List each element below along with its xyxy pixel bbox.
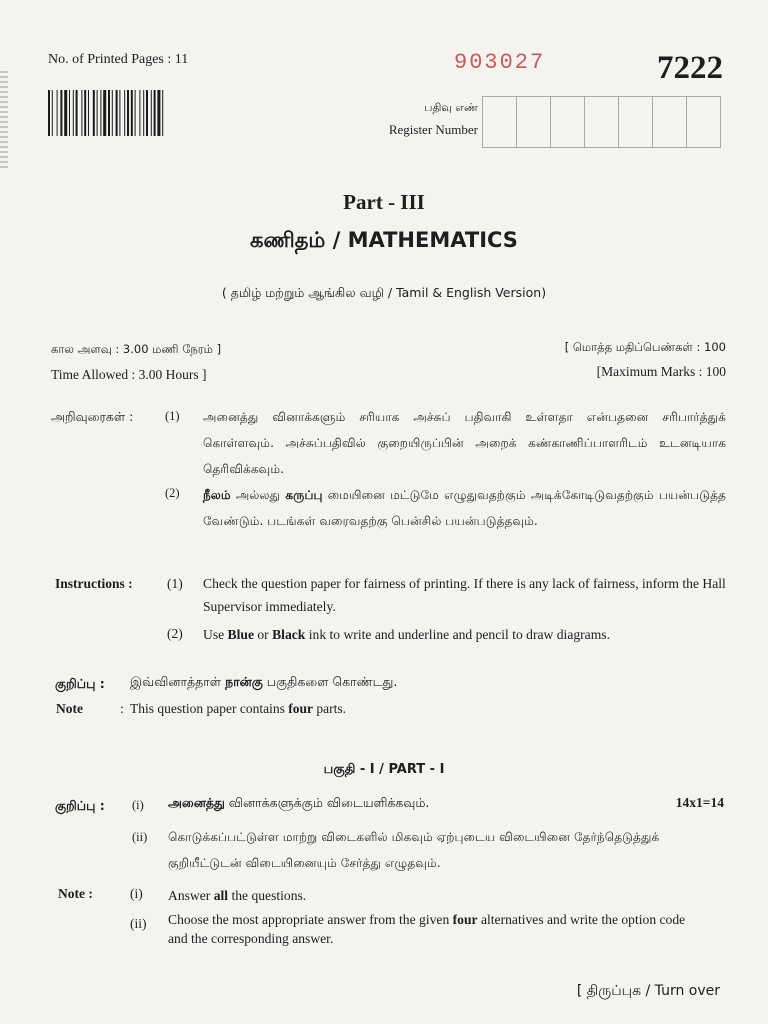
barcode-bar [162,90,163,136]
barcode-bar [151,90,152,136]
part-one-note-tamil-2: கொடுக்கப்பட்டுள்ள மாற்று விடைகளில் மிகவும் ஏற்புடைய விடையினை தேர்ந்தெடுத்துக் குறியீட்டுடன் விடையினையும் சேர்த்து எழுதவும். [168,830,660,870]
barcode-bar [146,90,148,136]
barcode-bar [57,90,58,136]
note-english: This question paper contains four parts. [130,701,346,716]
barcode-bar [84,90,86,136]
printed-pages-count: No. of Printed Pages : 11 [48,52,189,67]
part-one-note-label-tamil: குறிப்பு : [55,798,105,813]
register-digit-box [584,96,619,148]
register-digit-box [550,96,585,148]
emphasis-black: கருப்பு [285,488,323,502]
perforation-marks [0,70,10,170]
max-marks: [Maximum Marks : 100 [596,364,726,379]
instruction-english-1: Check the question paper for fairness of printing. If there is any lack of fairness, inform the Hall Supervisor immediately. [203,576,726,614]
barcode-bar [143,90,144,136]
instruction-number: (1) [165,409,180,423]
part-one-note-tamil-1: அனைத்து வினாக்களுக்கும் விடையளிக்கவும். [168,795,430,810]
note-number: (i) [130,886,143,901]
max-marks-tamil: [ மொத்த மதிப்பெண்கள் : 100 [564,340,726,354]
barcode-bar [73,90,74,136]
instruction-number: (1) [167,576,183,591]
barcode-bar [69,90,70,136]
part-one-note-english-2: Choose the most appropriate answer from the given four alternatives and write the option code and the corresponding answer. [168,912,686,946]
note-tamil: இவ்வினாத்தாள் நான்கு பகுதிகளை கொண்டது. [130,674,398,689]
barcode-bar [127,90,129,136]
register-number-boxes [483,96,721,148]
barcode-bar [100,90,101,136]
barcode-bar [64,90,67,136]
barcode-image [48,90,220,136]
paper-code: 7222 [657,50,723,86]
subject-title: கணிதம் / MATHEMATICS [250,228,518,252]
time-allowed: Time Allowed : 3.00 Hours ] [51,367,207,382]
barcode-bar [52,90,53,136]
instruction-tamil-1: அனைத்து வினாக்களும் சரியாக அச்சுப் பதிவாகி உள்ளதா என்பதனை சரிபார்த்துக் கொள்ளவும். அச்சுப்பதிவில் குறையிருப்பின் அறைக் கண்காணிப்பாளரிடம் உடனடியாக தெரிவிக்கவும். [203,410,726,476]
barcode-bar [97,90,98,136]
instructions-label: Instructions : [55,576,133,591]
version-line: ( தமிழ் மற்றும் ஆங்கில வழி / Tamil & English Version) [221,285,547,300]
barcode-bar [112,90,113,136]
emphasis-blue: நீலம் [203,488,231,502]
barcode-bar [124,90,125,136]
barcode-bar [119,90,120,136]
barcode-bar [157,90,160,136]
instructions-label-tamil: அறிவுரைகள் : [51,409,134,424]
barcode-bar [88,90,89,136]
part-one-marks: 14x1=14 [675,795,724,810]
note-number: (i) [132,798,144,812]
barcode-bar [154,90,156,136]
barcode-bar [60,90,62,136]
barcode-bar [93,90,95,136]
part-heading: Part - III [343,190,425,214]
instruction-number: (2) [165,486,180,500]
note-number: (ii) [132,830,148,844]
barcode-bar [76,90,78,136]
register-digit-box [618,96,653,148]
barcode-bar [108,90,110,136]
barcode-bar [48,90,50,136]
register-digit-box [516,96,551,148]
note-label: Note : [56,701,124,716]
instruction-tamil-2: நீலம் அல்லது கருப்பு மையினை மட்டுமே எழுதுவதற்கும் அடிக்கோடிடுவதற்கும் பயன்படுத்த வேண்டும். படங்கள் வரைவதற்கு பென்சில் பயன்படுத்தவும். [203,488,726,528]
barcode-bar [135,90,136,136]
turn-over-note: [ திருப்புக / Turn over [576,983,720,999]
part-one-note-label: Note : [58,886,93,901]
barcode-bar [81,90,82,136]
instruction-number: (2) [167,626,183,641]
barcode-bar [103,90,106,136]
register-number-label: Register Number [388,122,478,137]
register-digit-box [482,96,517,148]
serial-number-stamp: 903027 [454,50,546,75]
barcode-bar [139,90,140,136]
time-allowed-tamil: கால அளவு : 3.00 மணி நேரம் ] [51,342,222,356]
part-one-heading: பகுதி - I / PART - I [323,762,445,777]
register-digit-box [652,96,687,148]
barcode-bar [116,90,118,136]
note-label-tamil: குறிப்பு : [55,676,105,691]
instruction-english-2: Use Blue or Black ink to write and underline and pencil to draw diagrams. [203,627,610,642]
part-one-note-english-1: Answer all the questions. [168,888,307,903]
barcode-bar [131,90,133,136]
note-number: (ii) [130,916,147,931]
register-number-label-tamil: பதிவு எண் [424,101,478,114]
register-digit-box [686,96,721,148]
